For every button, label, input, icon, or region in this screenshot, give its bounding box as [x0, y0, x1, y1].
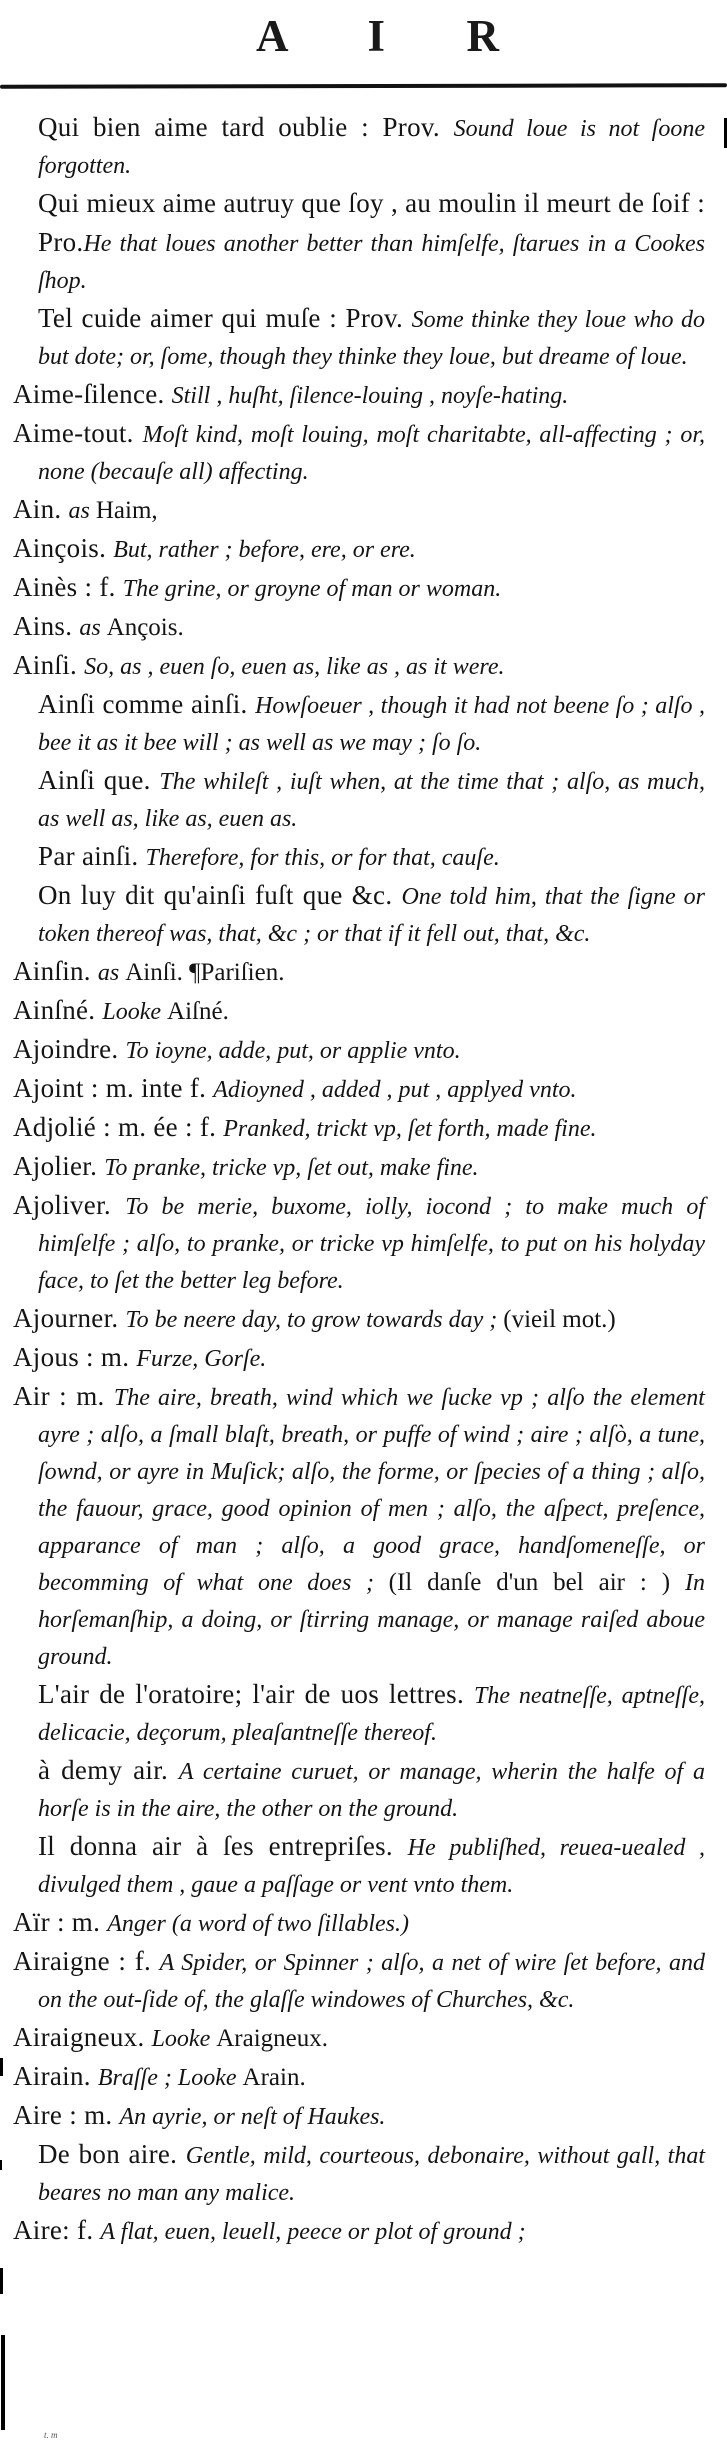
- entry-roman-text: Ainſi. ¶Pariſien.: [125, 959, 285, 986]
- dictionary-entry: [13, 2137, 705, 2213]
- dictionary-entry: [13, 1905, 705, 1944]
- entry-headword: Qui bien aime tard oublie : Prov.: [38, 112, 454, 142]
- entry-definition: as: [79, 615, 107, 641]
- entry-headword: Aire: f.: [13, 2215, 101, 2245]
- entry-headword: Tel cuide aimer qui muſe : Prov.: [38, 303, 412, 333]
- dictionary-entry: [13, 2098, 705, 2137]
- dictionary-entry: [13, 763, 705, 839]
- entry-definition: Looke: [102, 999, 168, 1025]
- entry-definition: A flat, euen, leuell, peece or plot of ground ;: [100, 2219, 526, 2245]
- entry-definition: To be merie, buxome, iolly, iocond ; to make much of himſelfe ; alſo, to pranke, or tricke vp himſelfe, to put on his holyday face, to ſet the better leg before.: [38, 1194, 705, 1294]
- dictionary-entry: [13, 2020, 705, 2059]
- dictionary-entry: [13, 648, 705, 687]
- entry-definition: He that loues another better than himſelfe, ſtarues in a Cookes ſhop.: [38, 231, 705, 294]
- entry-definition: A certaine curuet, or manage, wherin the halfe of a horſe is in the aire, the other on the ground.: [38, 1759, 706, 1822]
- dictionary-entry: [13, 1677, 705, 1753]
- entry-roman-text: (Il danſe d'un bel air : ): [388, 1569, 685, 1596]
- entry-headword: Ainſné.: [13, 995, 103, 1025]
- entry-definition: Furze, Gorſe.: [136, 1346, 267, 1372]
- dictionary-entry: [13, 1149, 705, 1188]
- entry-headword: De bon aire.: [38, 2139, 186, 2169]
- dictionary-entry: [13, 1829, 705, 1905]
- entry-definition: Gentle, mild, courteous, debonaire, without gall, that beares no man any malice.: [38, 2143, 705, 2206]
- scan-artifact: [0, 2268, 3, 2294]
- entry-headword: Ainès : f.: [13, 572, 123, 602]
- scan-artifact: [0, 2058, 3, 2076]
- dictionary-entry: [13, 531, 705, 570]
- entry-headword: Ajoliver.: [13, 1190, 126, 1220]
- entry-headword: Ajoint : m. inte f.: [13, 1073, 214, 1103]
- entry-headword: Airain.: [13, 2061, 98, 2091]
- dictionary-entry: [13, 1340, 705, 1379]
- dictionary-entry: [13, 2059, 705, 2098]
- entry-definition: The grine, or groyne of man or woman.: [122, 576, 502, 602]
- entry-headword: Ainçois.: [13, 533, 114, 563]
- entry-headword: Ajourner.: [13, 1303, 126, 1333]
- entry-definition: The neatneſſe, aptneſſe, delicacie, deçorum, pleaſantneſſe thereof.: [38, 1683, 705, 1746]
- dictionary-entry: [13, 570, 705, 609]
- entry-definition: An ayrie, or neſt of Haukes.: [119, 2104, 386, 2130]
- entry-headword: Ajoindre.: [13, 1034, 126, 1064]
- entry-headword: Ajous : m.: [13, 1342, 137, 1372]
- entry-headword: Il donna air à ſes entrepriſes.: [38, 1831, 408, 1861]
- dictionary-entry: [13, 1110, 705, 1149]
- dictionary-entry: [13, 687, 705, 763]
- entry-roman-text: Ançois.: [106, 614, 184, 641]
- dictionary-entry: [13, 186, 705, 301]
- dictionary-entry: [13, 839, 705, 878]
- entry-headword: Ainſi.: [13, 650, 85, 680]
- dictionary-entry: [13, 377, 705, 416]
- scan-artifact: [0, 2160, 2, 2170]
- entry-definition: To ioyne, adde, put, or applie vnto.: [125, 1038, 461, 1064]
- dictionary-entry: [13, 1753, 705, 1829]
- entry-definition: Still , huſht, ſilence-louing , noyſe-hating.: [171, 383, 569, 409]
- dictionary-entry: [13, 954, 705, 993]
- dictionary-entry: [13, 878, 705, 954]
- dictionary-entry: [13, 492, 705, 531]
- dictionary-entry: [13, 110, 705, 186]
- entry-roman-text: Araigneux.: [216, 2025, 328, 2052]
- entry-headword: Ainſi que.: [38, 765, 160, 795]
- dictionary-entry: [13, 1944, 705, 2020]
- scan-artifact: [1, 2335, 5, 2430]
- entry-definition: Anger (a word of two ſillables.): [107, 1911, 409, 1937]
- entry-definition: Sound loue is not ſoone forgotten.: [38, 116, 706, 179]
- entry-definition: In horſemanſhip, a doing, or ſtirring manage, or manage raiſed aboue ground.: [38, 1570, 705, 1670]
- entry-definition: One told him, that the ſigne or token thereof was, that, &c ; or that if it fell out, that, &c.: [38, 884, 705, 947]
- entry-headword: L'air de l'oratoire; l'air de uos lettres.: [38, 1679, 474, 1709]
- entry-definition: as: [68, 498, 96, 524]
- dictionary-entry: [13, 609, 705, 648]
- dictionary-entry: [13, 1188, 705, 1301]
- entry-headword: On luy dit qu'ainſi fuſt que &c.: [38, 880, 402, 910]
- entry-definition: Howſoeuer , though it had not beene ſo ; alſo , bee it as it bee will ; as well as we may ; ſo ſo.: [38, 693, 705, 756]
- entry-definition: Braſſe ; Looke: [97, 2065, 243, 2091]
- entry-headword: Aime-tout.: [13, 418, 143, 448]
- entry-definition: as: [97, 960, 126, 986]
- entry-headword: Aïr : m.: [13, 1907, 108, 1937]
- entry-headword: Aire : m.: [13, 2100, 120, 2130]
- dictionary-entry: [13, 1301, 705, 1340]
- entry-roman-text: Haim,: [95, 497, 158, 524]
- entry-headword: Ainſi comme ainſi.: [38, 689, 256, 719]
- entry-headword: Air : m.: [13, 1381, 114, 1411]
- entry-definition: Some thinke they loue who do but dote; or, ſome, though they thinke they loue, but dreame of loue.: [38, 307, 705, 370]
- dictionary-entry: [13, 1032, 705, 1071]
- entry-headword: Airaigne : f.: [13, 1946, 160, 1976]
- entry-headword: Qui mieux aime autruy que ſoy , au moulin il meurt de ſoif : Pro.: [38, 188, 705, 257]
- header-rule: [0, 83, 727, 89]
- entry-headword: Ains.: [13, 611, 80, 641]
- entry-headword: à demy air.: [38, 1755, 179, 1785]
- entry-definition: The aire, breath, wind which we ſucke vp ; alſo the element ayre ; alſo, a ſmall blaſt, breath, or puffe of wind ; aire ; alſò, a tune, ſownd, or ayre in Muſick; alſo, the forme, or ſpecies of a thing ; alſo, the fauour, grace, good opinion of men ; alſo, the aſpect, preſence, apparance of man ; alſo, a good grace, handſomeneſſe, or becomming of what one does ;: [38, 1385, 705, 1596]
- dictionary-entry: [13, 2213, 705, 2252]
- entry-headword: Aime-ſilence.: [13, 379, 172, 409]
- scan-smudge: t. m: [44, 2430, 58, 2440]
- entry-definition: Therefore, for this, or for that, cauſe.: [145, 845, 500, 871]
- entries-column: [13, 110, 705, 2252]
- entry-definition: To be neere day, to grow towards day ;: [125, 1307, 504, 1333]
- entry-definition: A Spider, or Spinner ; alſo, a net of wire ſet before, and on the out-ſide of, the glaſſe windowes of Churches, &c.: [38, 1950, 705, 2013]
- entry-definition: He publiſhed, reuea-uealed , divulged them , gaue a paſſage or vent vnto them.: [38, 1835, 705, 1898]
- entry-roman-text: Arain.: [242, 2064, 306, 2091]
- entry-headword: Par ainſi.: [38, 841, 146, 871]
- dictionary-entry: [13, 993, 705, 1032]
- dictionary-entry: [13, 301, 705, 377]
- entry-definition: The whileſt , iuſt when, at the time that ; alſo, as much, as well as, like as, euen as.: [38, 769, 705, 832]
- entry-definition: Moſt kind, moſt louing, moſt charitabte, all-affecting ; or, none (becauſe all) affecting.: [38, 422, 705, 485]
- dictionary-entry: [13, 1379, 705, 1677]
- entry-headword: Adjolié : m. ée : f.: [13, 1112, 224, 1142]
- entry-definition: Looke: [151, 2026, 217, 2052]
- entry-definition: Pranked, trickt vp, ſet forth, made fine.: [223, 1116, 597, 1142]
- dictionary-entry: [13, 416, 705, 492]
- entry-headword: Ainſin.: [13, 956, 98, 986]
- page-title: A I R: [256, 11, 535, 61]
- entry-definition: But, rather ; before, ere, or ere.: [113, 537, 416, 563]
- entry-headword: Ajolier.: [13, 1151, 105, 1181]
- entry-headword: Ain.: [13, 494, 69, 524]
- dictionary-entry: [13, 1071, 705, 1110]
- entry-headword: Airaigneux.: [13, 2022, 152, 2052]
- entry-definition: So, as , euen ſo, euen as, like as , as it were.: [84, 654, 505, 680]
- entry-roman-text: Aiſné.: [167, 998, 229, 1025]
- entry-definition: Adioyned , added , put , applyed vnto.: [213, 1077, 577, 1103]
- entry-definition: To pranke, tricke vp, ſet out, make fine.: [104, 1155, 479, 1181]
- entry-roman-text: (vieil mot.): [503, 1306, 616, 1333]
